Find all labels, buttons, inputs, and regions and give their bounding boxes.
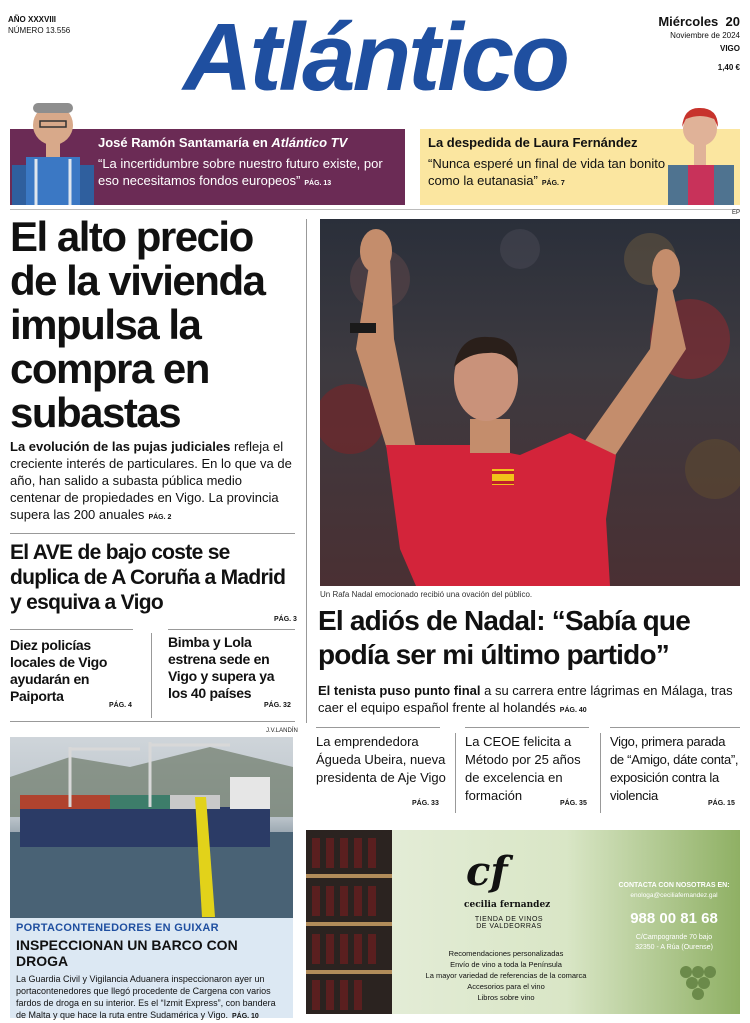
page-ref: PÁG. 13 xyxy=(304,180,332,187)
ad-phone[interactable]: 988 00 81 68 xyxy=(630,910,718,927)
weekday: Miércoles xyxy=(658,14,719,29)
price: 1,40 € xyxy=(717,63,740,72)
nadal-illustration xyxy=(320,219,740,586)
grapes-icon xyxy=(666,960,736,1010)
port-illustration xyxy=(10,737,293,919)
year-label: AÑO XXXVIII xyxy=(8,15,57,24)
ad-brand: cecilia fernandez xyxy=(464,900,551,910)
teaser-title: La despedida de Laura Fernández xyxy=(428,135,638,150)
teaser-quote: “La incertidumbre sobre nuestro futuro existe, por eso necesitamos fondos europeos” PÁG. 13 xyxy=(98,156,383,188)
ad-address1: C/Campogrande 70 bajo xyxy=(635,934,713,941)
ship-photo-credit: J.V.LANDÍN xyxy=(266,728,298,734)
main-lead: La evolución de las pujas judiciales refleja el creciente interés de particulares. En lo que va de año, han salido a subasta pública medio centenar de propiedades en Vigo. La provincia supera las 200 anuales PÁG. 2 xyxy=(10,439,292,522)
santamaria-photo xyxy=(12,95,94,205)
page-ref: PÁG. 32 xyxy=(264,702,291,709)
ship-headline: INSPECCIONAN UN BARCO CON DROGA xyxy=(16,937,238,969)
wine-shelf-icon xyxy=(306,830,392,1014)
page-ref: PÁG. 7 xyxy=(541,180,565,187)
nadal-lead: El tenista puso punto final a su carrera entre lágrimas en Málaga, tras caer el equipo español frente al holandés PÁG. 40 xyxy=(318,683,733,715)
ad-logo: cf xyxy=(466,848,508,895)
main-headline[interactable]: El alto precio de la vivienda impulsa la compra en subastas xyxy=(10,213,265,436)
issue-number: NÚMERO 13.556 xyxy=(8,26,71,35)
city: VIGO xyxy=(719,44,740,53)
masthead-right xyxy=(658,14,740,73)
teaser-laura-fernandez[interactable] xyxy=(420,129,740,205)
story-ceoe[interactable]: La CEOE felicita a Método por 25 años de excelencia en formación xyxy=(465,734,581,803)
ad-email[interactable]: enologa@ceciliafernandez.gal xyxy=(630,892,718,899)
wine-shop-ad[interactable] xyxy=(306,830,740,1014)
story-bimba-lola[interactable]: Bimba y Lola estrena sede en Vigo y supera ya los 40 países xyxy=(168,634,275,701)
teaser-quote: “Nunca esperé un final de vida tan bonito como la eutanasia” PÁG. 7 xyxy=(428,156,666,188)
page-ref: PÁG. 3 xyxy=(274,616,297,623)
page-ref: PÁG. 33 xyxy=(412,800,439,807)
teaser-santamaria[interactable] xyxy=(10,129,405,205)
ship-tag: PORTACONTENEDORES EN GUIXAR xyxy=(16,922,219,934)
ad-contact-title: CONTACTA CON NOSOTRAS EN: xyxy=(618,882,730,889)
page-ref: PÁG. 2 xyxy=(148,514,172,521)
ship-story-box[interactable] xyxy=(10,918,293,1018)
photo-caption: Un Rafa Nadal emocionado recibió una ovación del público. xyxy=(320,590,533,599)
teaser-title: José Ramón Santamaría en Atlántico TV xyxy=(98,135,348,150)
ship-photo[interactable] xyxy=(10,737,293,919)
nadal-photo[interactable] xyxy=(320,219,740,586)
page-ref: PÁG. 40 xyxy=(559,707,587,714)
masthead-left xyxy=(8,14,70,36)
story-police[interactable]: Diez policías locales de Vigo ayudarán en Paiporta xyxy=(10,637,108,704)
day-number: 20 xyxy=(725,14,740,29)
ad-subtitle: TIENDA DE VINOS DE VALDEORRAS xyxy=(474,916,544,930)
laura-photo xyxy=(660,99,740,205)
page-ref: PÁG. 4 xyxy=(109,702,132,709)
photo-credit: EP xyxy=(731,210,740,216)
month-year: Noviembre de 2024 xyxy=(670,31,740,40)
story-aje-vigo[interactable]: La emprendedora Águeda Ubeira, nueva presidenta de Aje Vigo xyxy=(316,734,446,785)
story-amigo-date-conta[interactable]: Vigo, primera parada de “Amigo, dáte conta”, exposición contra la violencia xyxy=(610,734,739,803)
page-ref: PÁG. 10 xyxy=(231,1013,259,1020)
ad-address2: 32350 - A Rúa (Ourense) xyxy=(635,944,713,951)
page-ref: PÁG. 15 xyxy=(708,800,735,807)
newspaper-logo[interactable]: Atlántico xyxy=(183,4,567,111)
ad-services: Recomendaciones personalizadas Envío de vino a toda la Península La mayor variedad de referencias de la comarca Accesorios para el vino Libros sobre vino xyxy=(425,949,587,1002)
nadal-headline[interactable]: El adiós de Nadal: “Sabía que podía ser mi último partido” xyxy=(318,605,691,670)
ave-headline[interactable]: El AVE de bajo coste se duplica de A Coruña a Madrid y esquiva a Vigo xyxy=(10,541,286,614)
page-ref: PÁG. 35 xyxy=(560,800,587,807)
ship-text: La Guardia Civil y Vigilancia Aduanera inspeccionaron ayer un portacontenedores que llegó procedente de Cargena con varios fardos de droga en su interior. Es el “Izmit Express”, con bandera de Malta y que hace la ruta entre Sudamérica y Vigo. PÁG. 10 xyxy=(16,974,276,1020)
